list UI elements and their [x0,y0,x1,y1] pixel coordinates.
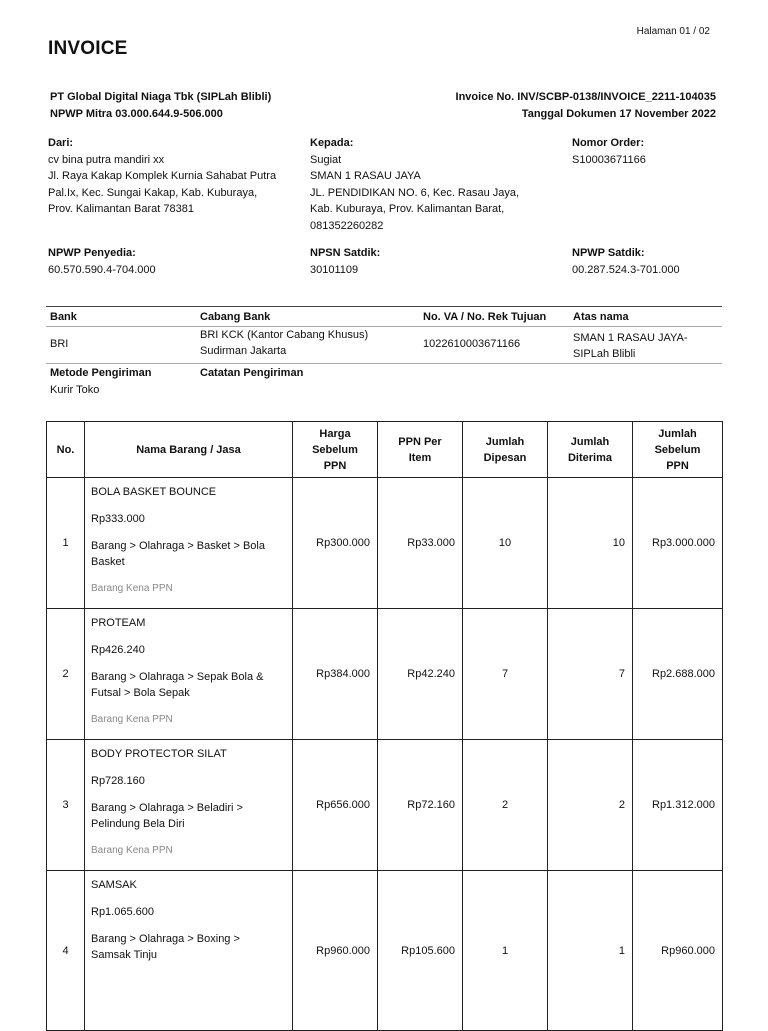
order-label: Nomor Order: [572,137,645,149]
row-item [85,609,293,740]
from-line: cv bina putra mandiri xx [48,153,165,166]
order-value: S10003671166 [572,153,646,166]
item-category: Samsak Tinju [91,949,158,961]
row-received: 7 [548,609,633,740]
col-header-ppn [378,422,463,478]
from-line: Prov. Kalimantan Barat 78381 [48,203,194,215]
col-header-line: Dipesan [483,451,527,464]
col-header-line: Sebelum [654,443,701,456]
row-total: Rp2.688.000 [633,609,723,740]
bank-header: Bank [50,311,77,323]
npsn-satdik-block [310,245,560,278]
row-ppn: Rp33.000 [378,478,463,609]
col-header-price [293,422,378,478]
row-received: 2 [548,740,633,871]
invoice-date: Tanggal Dokumen 17 November 2022 [521,108,716,120]
shipping-method-value: Kurir Toko [50,384,100,396]
bank-divider-mid [46,326,722,327]
bank-divider-top [46,306,722,307]
item-name: BODY PROTECTOR SILAT [91,748,227,760]
to-label: Kepada: [310,137,354,149]
item-name: BOLA BASKET BOUNCE [91,486,217,498]
col-header-line: PPN [323,459,347,472]
col-header-line: PPN Per [398,435,442,448]
npsn-satdik-label: NPSN Satdik: [310,247,381,259]
col-header-line: Jumlah [658,427,697,440]
holder-line: SMAN 1 RASAU JAYA- [573,332,688,344]
company-npwp: NPWP Mitra 03.000.644.9-506.000 [50,108,223,120]
col-header-line: PPN [666,459,689,472]
item-unit-price: Rp1.065.600 [91,906,154,918]
col-header-line: Harga [319,427,351,440]
row-ordered: 1 [463,871,548,1031]
to-line: 081352260282 [310,219,384,232]
to-line: Sugiat [310,153,342,166]
item-category: Barang > Olahraga > Basket > Bola [91,540,265,552]
branch-value [200,327,368,359]
invoice-number: Invoice No. INV/SCBP-0138/INVOICE_2211-104035 [455,91,716,103]
branch-header: Cabang Bank [200,311,271,323]
col-header-received [548,422,633,478]
company-name: PT Global Digital Niaga Tbk (SIPLah Blibli) [50,91,272,103]
npwp-satdik-block [572,245,722,278]
row-ordered: 10 [463,478,548,609]
table-header-row [47,422,723,478]
npwp-penyedia-value: 60.570.590.4-704.000 [48,263,156,276]
item-ppn-tag: Barang Kena PPN [91,845,173,856]
row-price: Rp300.000 [293,478,378,609]
item-name: SAMSAK [91,879,137,891]
row-total: Rp1.312.000 [633,740,723,871]
npwp-satdik-value: 00.287.524.3-701.000 [572,263,680,276]
row-price: Rp384.000 [293,609,378,740]
table-row [47,478,723,609]
page-number: Halaman 01 / 02 [636,26,710,37]
account-header: No. VA / No. Rek Tujuan [423,311,547,323]
row-ppn: Rp42.240 [378,609,463,740]
row-price: Rp656.000 [293,740,378,871]
to-block [310,135,560,234]
row-no: 4 [47,871,85,1031]
row-total: Rp3.000.000 [633,478,723,609]
holder-line: SIPLah Blibli [573,348,636,360]
item-unit-price: Rp728.160 [91,775,145,787]
page-title: INVOICE [48,38,128,59]
branch-line: Sudirman Jakarta [200,345,287,357]
to-line: JL. PENDIDIKAN NO. 6, Kec. Rasau Jaya, [310,186,520,199]
order-block [572,135,722,168]
npwp-penyedia-block [48,245,298,278]
item-category: Barang > Olahraga > Boxing > [91,933,240,945]
col-header-no: No. [47,422,85,478]
items-table [46,421,723,1031]
shipping-method-label: Metode Pengiriman [50,367,152,379]
npwp-satdik-label: NPWP Satdik: [572,247,645,259]
table-row [47,740,723,871]
from-line: Jl. Raya Kakap Komplek Kurnia Sahabat Putra [48,170,277,182]
item-category: Barang > Olahraga > Beladiri > [91,802,243,814]
col-header-line: Jumlah [485,435,525,448]
row-no: 1 [47,478,85,609]
table-row [47,871,723,1031]
col-header-total [633,422,723,478]
bank-value: BRI [50,338,69,350]
row-item [85,871,293,1031]
col-header-line: Diterima [567,451,613,464]
row-ppn: Rp72.160 [378,740,463,871]
item-unit-price: Rp426.240 [91,644,145,656]
row-received: 1 [548,871,633,1031]
from-line: Pal.Ix, Kec. Sungai Kakap, Kab. Kuburaya, [48,186,258,199]
from-block [48,135,298,218]
to-line: SMAN 1 RASAU JAYA [310,170,421,182]
col-header-ordered [463,422,548,478]
item-name: PROTEAM [91,617,146,629]
item-ppn-tag: Barang Kena PPN [91,714,173,725]
row-ordered: 2 [463,740,548,871]
shipping-notes-label: Catatan Pengiriman [200,367,304,379]
item-unit-price: Rp333.000 [91,513,145,525]
branch-line: BRI KCK (Kantor Cabang Khusus) [200,329,369,341]
col-header-line: Item [408,451,432,464]
row-no: 2 [47,609,85,740]
row-item [85,478,293,609]
holder-header: Atas nama [573,311,629,323]
row-received: 10 [548,478,633,609]
row-total: Rp960.000 [633,871,723,1031]
bank-divider-bottom [46,363,722,364]
item-category: Pelindung Bela Diri [91,818,185,830]
item-category: Barang > Olahraga > Sepak Bola & [91,671,264,683]
to-line: Kab. Kuburaya, Prov. Kalimantan Barat, [310,203,505,215]
row-ordered: 7 [463,609,548,740]
table-row [47,609,723,740]
holder-value [573,330,688,362]
item-category: Basket [91,556,125,568]
item-category: Futsal > Bola Sepak [91,687,190,699]
row-price: Rp960.000 [293,871,378,1031]
npsn-satdik-value: 30101109 [310,263,359,276]
col-header-line: Jumlah [570,435,610,448]
col-header-line: Sebelum [312,443,358,456]
row-no: 3 [47,740,85,871]
row-ppn: Rp105.600 [378,871,463,1031]
account-value: 1022610003671166 [423,338,521,350]
col-header-name: Nama Barang / Jasa [85,422,293,478]
item-ppn-tag: Barang Kena PPN [91,583,173,594]
npwp-penyedia-label: NPWP Penyedia: [48,247,136,259]
row-item [85,740,293,871]
from-label: Dari: [48,137,74,149]
